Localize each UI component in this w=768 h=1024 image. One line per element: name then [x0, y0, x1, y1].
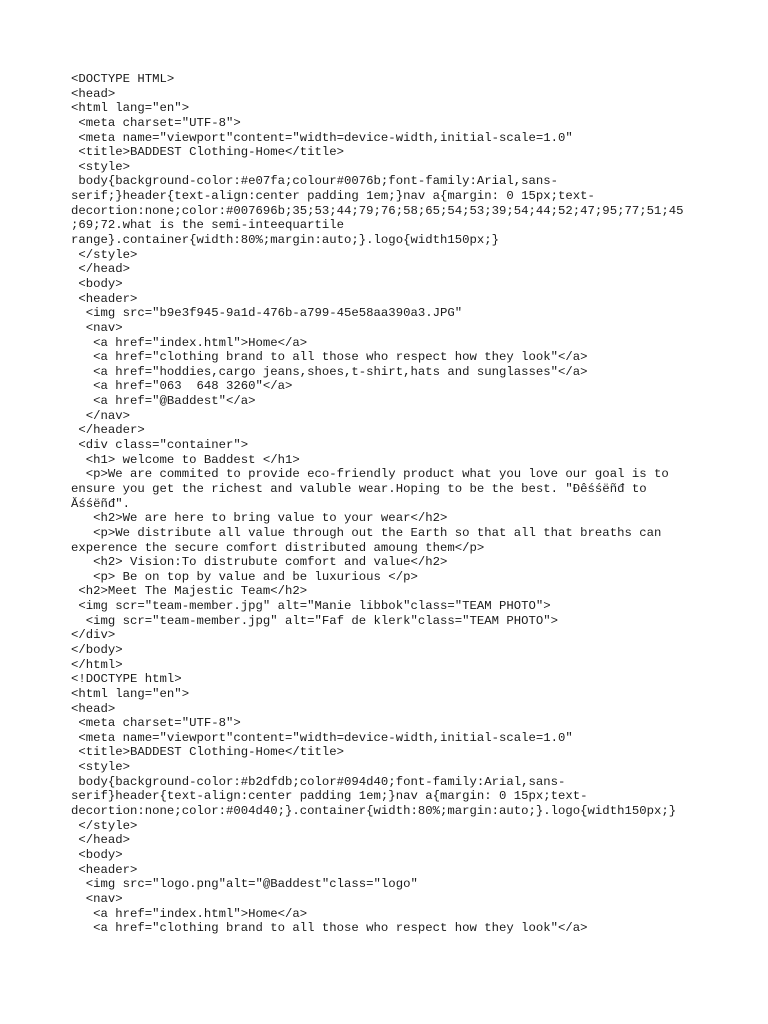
code-line: <a href="hoddies,cargo jeans,shoes,t-shirt,hats and sunglasses"</a>: [71, 364, 588, 379]
code-line: <nav>: [71, 320, 123, 335]
code-line: <h2>Meet The Majestic Team</h2>: [71, 584, 308, 599]
code-line: <img src="logo.png"alt="@Baddest"class="logo": [71, 877, 418, 892]
code-line: </header>: [71, 423, 145, 438]
code-line: <title>BADDEST Clothing-Home</title>: [71, 145, 345, 160]
code-line: <html lang="en">: [71, 686, 190, 701]
code-line: <h2>We are here to bring value to your wear</h2>: [71, 511, 448, 526]
code-line: <body>: [71, 847, 123, 862]
code-line: </div>: [71, 628, 116, 643]
code-line: serif}header{text-align:center padding 1em;}nav a{margin: 0 15px;text-: [71, 789, 588, 804]
code-line: decortion:none;color:#004d40;}.container{width:80%;margin:auto;}.logo{width150px;}: [71, 804, 677, 819]
code-line: <img scr="team-member.jpg" alt="Faf de klerk"class="TEAM PHOTO">: [71, 613, 559, 628]
code-line: ensure you get the richest and valuble wear.Hoping to be the best. "Ɖêśśëñđ to: [71, 481, 647, 496]
code-line: <nav>: [71, 891, 123, 906]
code-line: <meta charset="UTF-8">: [71, 716, 241, 731]
code-line: <meta name="viewport"content="width=device-width,initial-scale=1.0": [71, 730, 573, 745]
code-line: </head>: [71, 262, 131, 277]
code-line: <head>: [71, 701, 116, 716]
code-line: <h1> welcome to Baddest </h1>: [71, 452, 300, 467]
code-line: </style>: [71, 247, 138, 262]
code-line: <a href="063 648 3260"</a>: [71, 379, 293, 394]
code-line: <!DOCTYPE html>: [71, 672, 182, 687]
code-line: <meta charset="UTF-8">: [71, 115, 241, 130]
code-line: <title>BADDEST Clothing-Home</title>: [71, 745, 345, 760]
code-line: <p>We distribute all value through out the Earth so that all that breaths can: [71, 525, 662, 540]
code-line: <body>: [71, 276, 123, 291]
code-line: <a href="clothing brand to all those who respect how they look"</a>: [71, 921, 588, 936]
code-line: <img scr="team-member.jpg" alt="Manie libbok"class="TEAM PHOTO">: [71, 599, 551, 614]
code-line: experence the secure comfort distributed amoung them</p>: [71, 540, 485, 555]
code-line: <head>: [71, 86, 116, 101]
code-line: <p> Be on top by value and be luxurious </p>: [71, 569, 418, 584]
code-line: </html>: [71, 657, 123, 672]
code-line: <a href="index.html">Home</a>: [71, 335, 308, 350]
code-line: body{background-color:#e07fa;colour#0076b;font-family:Arial,sans-: [71, 174, 559, 189]
code-line: </style>: [71, 818, 138, 833]
document-page: [71, 72, 711, 936]
code-line: <a href="@Baddest"</a>: [71, 394, 256, 409]
code-line: range}.container{width:80%;margin:auto;}.logo{width150px;}: [71, 233, 500, 248]
code-line: <style>: [71, 760, 131, 775]
code-line: <img src="b9e3f945-9a1d-476b-a799-45e58aa390a3.JPG": [71, 306, 463, 321]
code-line: </head>: [71, 833, 131, 848]
code-line: <DOCTYPE HTML>: [71, 72, 175, 86]
code-line: <meta name="viewport"content="width=device-width,initial-scale=1.0": [71, 130, 573, 145]
code-line: </body>: [71, 642, 123, 657]
code-line: <a href="clothing brand to all those who respect how they look"</a>: [71, 350, 588, 365]
code-line: <h2> Vision:To distrubute comfort and value</h2>: [71, 555, 448, 570]
code-line: <div class="container">: [71, 438, 249, 453]
code-line: <header>: [71, 862, 138, 877]
code-line: <header>: [71, 291, 138, 306]
code-line: </nav>: [71, 408, 131, 423]
code-line: <a href="index.html">Home</a>: [71, 906, 308, 921]
code-line: <p>We are commited to provide eco-friendly product what you love our goal is to: [71, 467, 669, 482]
code-line: serif;}header{text-align:center padding 1em;}nav a{margin: 0 15px;text-: [71, 189, 595, 204]
code-line: <style>: [71, 159, 131, 174]
code-line: ;69;72.what is the semi-inteequartile: [71, 218, 345, 233]
code-line: decortion:none;color:#007696b;35;53;44;79;76;58;65;54;53;39;54;44;52;47;95;77;51;45: [71, 203, 684, 218]
code-line: <html lang="en">: [71, 101, 190, 116]
code-line: body{background-color:#b2dfdb;color#094d40;font-family:Arial,sans-: [71, 774, 566, 789]
code-line: Ăśśëñđ".: [71, 496, 131, 511]
